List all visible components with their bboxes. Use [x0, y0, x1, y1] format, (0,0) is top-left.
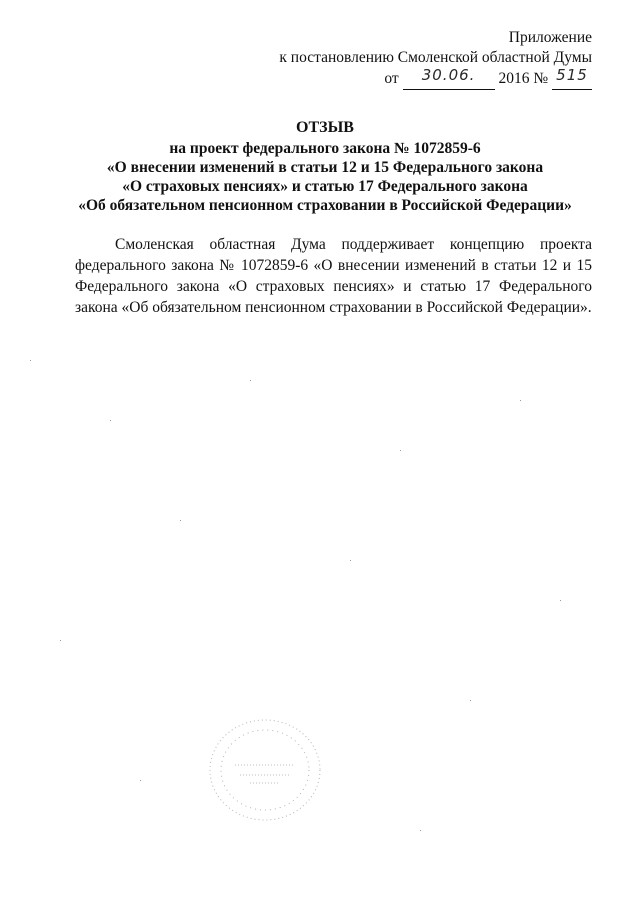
scan-speck: [420, 830, 421, 831]
scan-speck: [520, 400, 521, 401]
seal-ring: [210, 720, 320, 820]
number-blank: [552, 68, 592, 90]
appendix-header: [279, 28, 592, 90]
scan-speck: [180, 520, 181, 521]
document-title: [60, 118, 590, 215]
appendix-resolution-line: к постановлению Смоленской областной Думы: [279, 49, 592, 66]
seal-inner-marks: [235, 765, 295, 783]
scan-speck: [400, 450, 401, 451]
scan-speck: [250, 380, 251, 381]
scan-speck: [470, 700, 471, 701]
scan-speck: [350, 560, 351, 561]
date-blank: [403, 68, 495, 90]
appendix-label: Приложение: [508, 29, 592, 46]
year-label: 2016 №: [498, 70, 549, 87]
title-line-3: «О страховых пенсиях» и статью 17 Федерального закона: [122, 178, 528, 195]
appendix-date-line: [279, 68, 592, 90]
handwritten-number: 515: [556, 66, 588, 84]
scan-speck: [560, 600, 561, 601]
title-line-1: на проект федерального закона № 1072859-6: [169, 140, 481, 157]
title-line-2: «О внесении изменений в статьи 12 и 15 Федерального закона: [106, 159, 544, 176]
scan-speck: [110, 420, 111, 421]
scan-speck: [140, 780, 141, 781]
faded-seal-stamp: [205, 715, 325, 825]
scan-speck: [30, 360, 31, 361]
body-paragraph: Смоленская областная Дума поддерживает концепцию проекта федерального закона № 1072859-6 «О внесении изменений в статьи 12 и 15 Федерального закона «О страховых пенсиях» и статью 17 Федерального закона «Об обязательном пенсионном страховании в Российской Федерации».: [75, 235, 592, 316]
title-heading: ОТЗЫВ: [296, 119, 354, 136]
scan-speck: [60, 640, 61, 641]
handwritten-date: 30.06.: [421, 66, 476, 84]
from-label: от: [384, 70, 399, 87]
title-line-4: «Об обязательном пенсионном страховании в Российской Федерации»: [78, 197, 572, 214]
